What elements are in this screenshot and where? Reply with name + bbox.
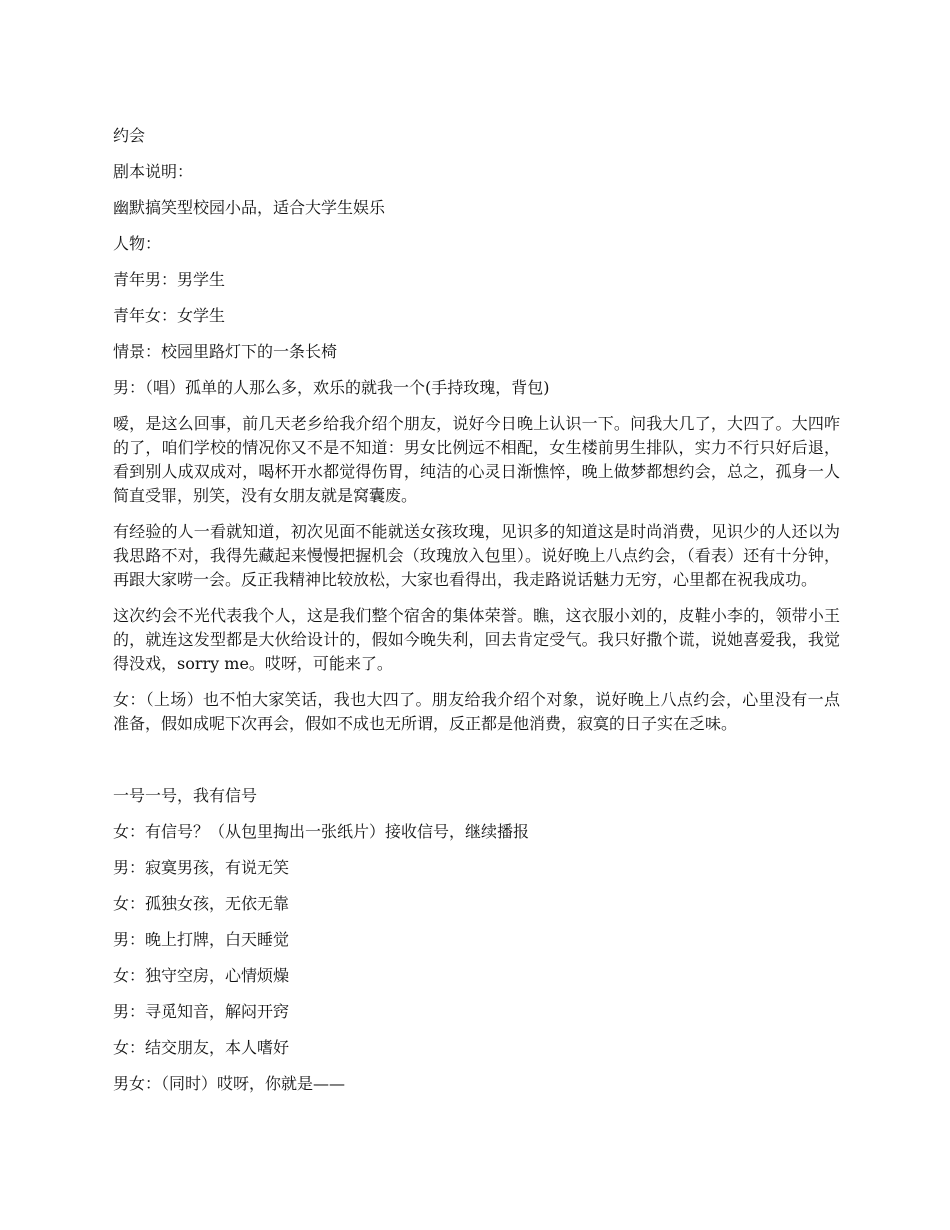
script-line: 女：有信号？（从包里掏出一张纸片）接收信号，继续播报 (113, 822, 530, 841)
section-spacer (113, 748, 840, 784)
document-title: 约会 (113, 126, 146, 145)
script-line: 男：晚上打牌，白天睡觉 (113, 930, 290, 949)
script-paragraph: 这次约会不光代表我个人，这是我们整个宿舍的集体荣誉。瞧，这衣服小刘的，皮鞋小李的，领带小王的，就连这发型都是大伙给设计的，假如今晚失利，回去肯定受气。我只好撒个谎，说她喜爱我，我觉得没戏，sorry me。哎呀，可能来了。 (113, 606, 840, 673)
intro-label: 剧本说明： (113, 162, 194, 181)
script-line: 一号一号，我有信号 (113, 786, 258, 805)
intro-text: 幽默搞笑型校园小品，适合大学生娱乐 (113, 198, 386, 217)
script-paragraph: 女：（上场）也不怕大家笑话，我也大四了。朋友给我介绍个对象，说好晚上八点约会，心里没有一点准备，假如成呢下次再会，假如不成也无所谓，反正都是他消费，寂寞的日子实在乏味。 (113, 690, 840, 733)
script-line: 男：寂寞男孩，有说无笑 (113, 858, 290, 877)
script-line: 男：（唱）孤单的人那么多，欢乐的就我一个(手持玫瑰，背包) (113, 378, 550, 397)
script-line: 男：寻觅知音，解闷开窍 (113, 1002, 290, 1021)
document-page (113, 124, 840, 1108)
script-line: 女：结交朋友，本人嗜好 (113, 1038, 290, 1057)
script-line: 女：孤独女孩，无依无靠 (113, 894, 290, 913)
character-male: 青年男：男学生 (113, 270, 226, 289)
script-line: 女：独守空房，心情烦燥 (113, 966, 290, 985)
characters-label: 人物： (113, 234, 162, 253)
scene-description: 情景：校园里路灯下的一条长椅 (113, 342, 338, 361)
character-female: 青年女：女学生 (113, 306, 226, 325)
script-line: 男女：（同时）哎呀，你就是—— (113, 1074, 346, 1093)
script-paragraph: 嗳，是这么回事，前几天老乡给我介绍个朋友，说好今日晚上认识一下。问我大几了，大四了。大四咋的了，咱们学校的情况你又不是不知道：男女比例远不相配，女生楼前男生排队，实力不行只好后退，看到别人成双成对，喝杯开水都觉得伤胃，纯洁的心灵日渐憔悴，晚上做梦都想约会，总之，孤身一人简直受罪，别笑，没有女朋友就是窝囊废。 (113, 414, 840, 505)
script-paragraph: 有经验的人一看就知道，初次见面不能就送女孩玫瑰，见识多的知道这是时尚消费，见识少的人还以为我思路不对，我得先藏起来慢慢把握机会（玫瑰放入包里）。说好晚上八点约会，（看表）还有十分钟，再跟大家唠一会。反正我精神比较放松，大家也看得出，我走路说话魅力无穷，心里都在祝我成功。 (113, 522, 840, 589)
